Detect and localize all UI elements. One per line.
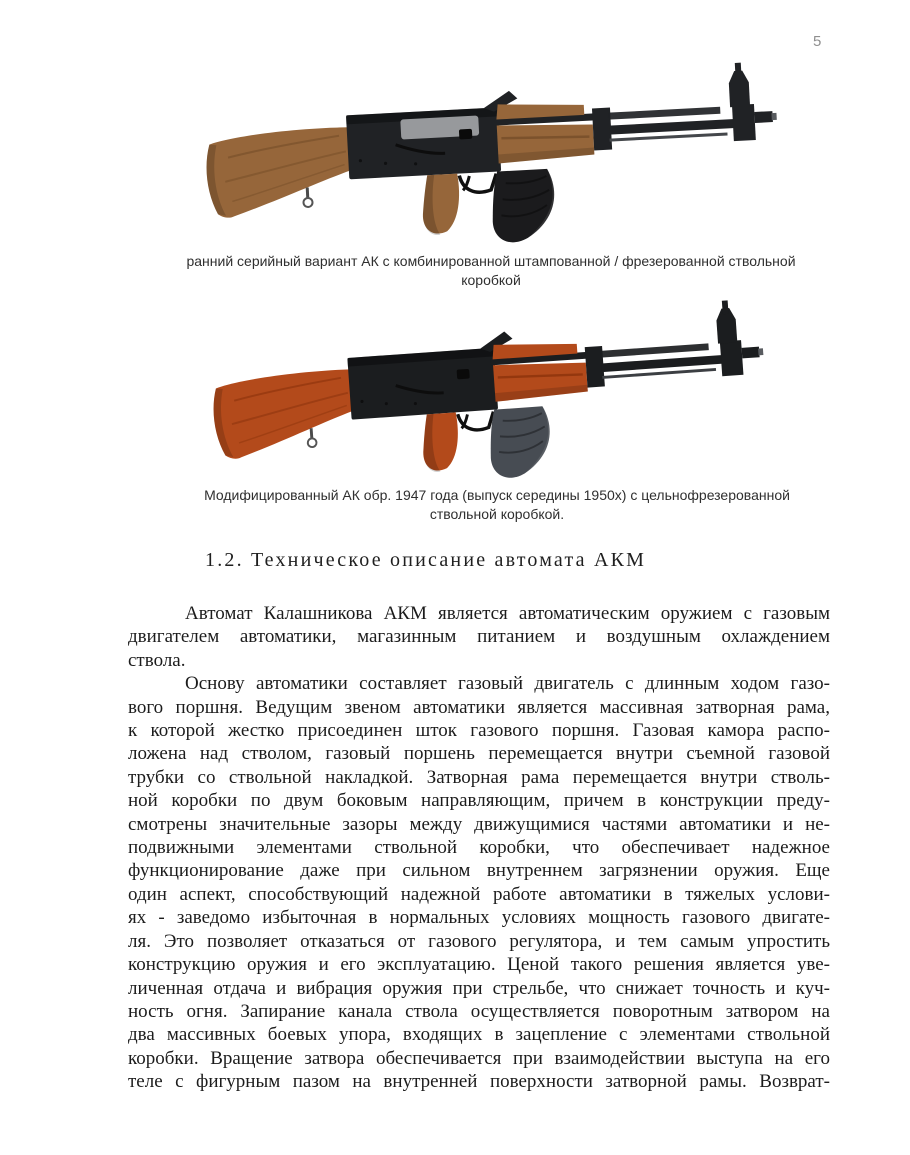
- section-heading: 1.2. Техническое описание автомата АКМ: [205, 549, 647, 571]
- paragraph: [128, 602, 830, 672]
- modified-ak-rifle-image: [205, 304, 767, 474]
- text-line: ствольной коробкой.: [429, 506, 565, 522]
- text-line: ность огня. Запирание канала ствола осуществляется поворотным затвором на: [128, 1000, 830, 1022]
- text-line: трубки со ствольной накладкой. Затворная рама перемещается внутри стволь-: [128, 766, 830, 788]
- text-line: конструкцию оружия и его эксплуатацию. Ценой такого решения является уве-: [128, 954, 830, 976]
- photo-early-ak: [198, 62, 780, 238]
- text-line: Модифицированный АК обр. 1947 года (выпуск середины 1950х) с цельнофрезерованной: [204, 487, 790, 503]
- text-line: вого поршня. Ведущим звеном автоматики является массивная затворная рама,: [128, 696, 830, 718]
- text-line: ля. Это позволяет отказаться от газового регулятора, и тем самым упростить: [128, 930, 830, 952]
- text-line: Автомат Калашникова АКМ является автоматическим оружием с газовым: [185, 603, 830, 624]
- caption-early-ak: [131, 252, 851, 290]
- text-line: ной коробки по двум боковым направляющим, причем в конструкции преду-: [128, 790, 830, 812]
- text-line: ранний серийный вариант АК с комбинированной штампованной / фрезерованной ствольной: [186, 253, 796, 269]
- text-line: смотрены значительные зазоры между движущимися частями автоматики и не-: [128, 813, 830, 835]
- early-ak-rifle-image: [198, 62, 780, 238]
- caption-modified-ak: [137, 486, 857, 524]
- text-line: коробки. Вращение затвора обеспечивается при взаимодействии выступа на его: [128, 1047, 830, 1069]
- text-line: Основу автоматики составляет газовый двигатель с длинным ходом газо-: [185, 673, 830, 695]
- text-line: два массивных боевых упора, входящих в зацепление с элементами ствольной: [128, 1024, 830, 1046]
- text-line: ях - заведомо избыточная в нормальных условиях мощность газового двигате-: [128, 907, 830, 929]
- text-line: коробкой: [461, 272, 521, 288]
- text-line: двигателем автоматики, магазинным питанием и воздушным охлаждением: [128, 626, 830, 648]
- text-line: теле с фигурным пазом на внутренней поверхности затворной рамы. Возврат-: [128, 1071, 830, 1093]
- text-line: функционирование даже при сильном внутреннем загрязнении оружия. Еще: [128, 860, 830, 882]
- text-line: один аспект, способствующий надежной работе автоматики в тяжелых услови-: [128, 883, 830, 905]
- text-line: личенная отдача и вибрация оружия при стрельбе, что снижает точность и куч-: [128, 977, 830, 999]
- text-line: ствола.: [128, 649, 186, 671]
- photo-modified-ak-1947: [205, 304, 767, 474]
- text-line: к которой жестко присоединен шток газового поршня. Газовая камора распо-: [128, 720, 830, 742]
- body-text: [128, 602, 830, 1094]
- page-number: 5: [813, 33, 822, 50]
- text-line: подвижными элементами ствольной коробки, что обеспечивает надежное: [128, 837, 830, 859]
- text-line: ложена над стволом, газовый поршень перемещается внутри съемной газовой: [128, 743, 830, 765]
- paragraph: [128, 672, 830, 1093]
